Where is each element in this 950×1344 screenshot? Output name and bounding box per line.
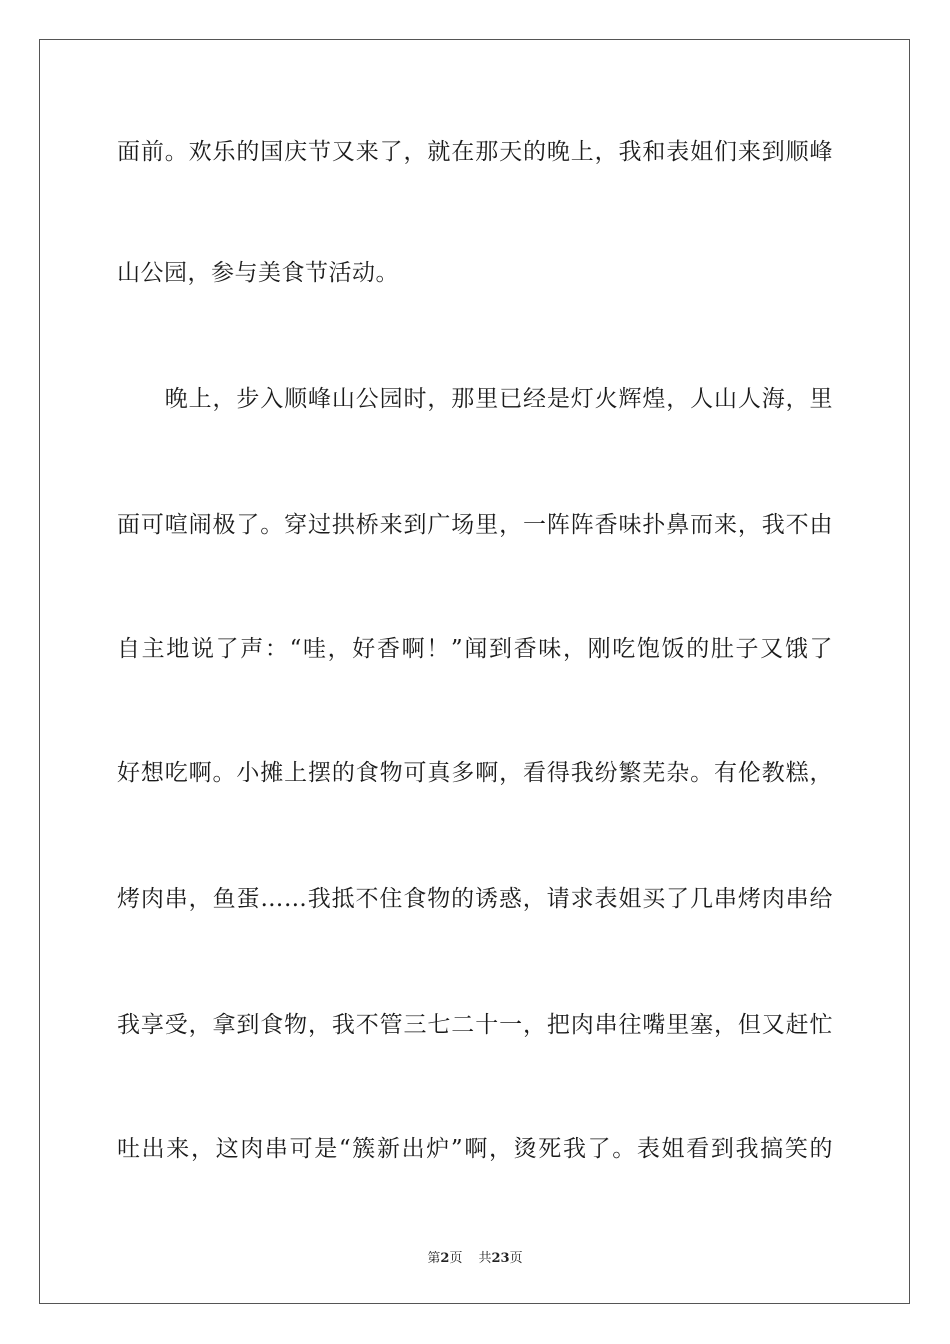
text-line-7: 烤肉串，鱼蛋……我抵不住食物的诱惑，请求表姐买了几串烤肉串给 [117, 886, 833, 912]
text-line-8: 我享受，拿到食物，我不管三七二十一，把肉串往嘴里塞，但又赶忙 [117, 1012, 833, 1038]
page-suffix: 页 [449, 1251, 463, 1266]
text-line-3: 晚上，步入顺峰山公园时，那里已经是灯火辉煌，人山人海，里 [117, 386, 833, 412]
text-line-5: 自主地说了声：“哇，好香啊！”闻到香味，刚吃饱饭的肚子又饿了 [117, 636, 833, 662]
text-line-6: 好想吃啊。小摊上摆的食物可真多啊，看得我纷繁芜杂。有伦教糕， [117, 760, 833, 786]
page-number: 2 [440, 1251, 450, 1266]
page-prefix: 第 [427, 1251, 441, 1266]
text-line-1: 面前。欢乐的国庆节又来了，就在那天的晚上，我和表姐们来到顺峰 [117, 139, 833, 165]
page-border [39, 39, 910, 1304]
total-pages: 23 [491, 1251, 510, 1266]
page-footer [0, 1247, 950, 1266]
total-suffix: 页 [509, 1251, 523, 1266]
text-line-4: 面可喧闹极了。穿过拱桥来到广场里，一阵阵香味扑鼻而来，我不由 [117, 512, 833, 538]
text-line-9: 吐出来，这肉串可是“簇新出炉”啊，烫死我了。表姐看到我搞笑的 [117, 1136, 833, 1162]
text-line-2: 山公园，参与美食节活动。 [117, 260, 399, 286]
total-prefix: 共 [478, 1251, 492, 1266]
